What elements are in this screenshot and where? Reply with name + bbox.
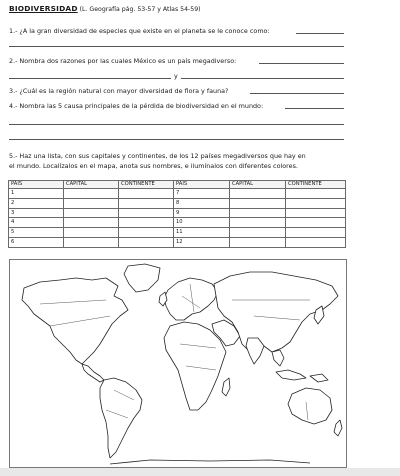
table-cell[interactable] — [286, 198, 346, 208]
row-number: 6 — [9, 238, 64, 248]
table-cell[interactable] — [119, 228, 174, 238]
india-outline — [246, 338, 264, 364]
answer-line[interactable] — [9, 124, 344, 125]
row-number: 3 — [9, 208, 64, 218]
greenland-outline — [124, 264, 160, 292]
table-cell[interactable] — [230, 198, 286, 208]
table-row — [9, 218, 346, 228]
table-cell[interactable] — [64, 218, 119, 228]
table-cell[interactable] — [64, 208, 119, 218]
row-number: 10 — [174, 218, 230, 228]
table-row — [9, 228, 346, 238]
answer-line[interactable] — [285, 108, 344, 109]
table-cell[interactable] — [64, 198, 119, 208]
connector-text: y — [174, 72, 178, 80]
table-row — [9, 198, 346, 208]
australia-outline — [288, 388, 332, 424]
answer-line[interactable] — [250, 93, 344, 94]
south-america-outline — [100, 378, 142, 458]
table-cell[interactable] — [286, 228, 346, 238]
answer-line[interactable] — [9, 139, 344, 140]
new-zealand-outline — [334, 420, 342, 436]
row-number: 11 — [174, 228, 230, 238]
header-capital: CAPITAL — [64, 181, 119, 189]
table-cell[interactable] — [230, 228, 286, 238]
north-america-outline — [22, 278, 128, 364]
table-cell[interactable] — [119, 238, 174, 248]
row-number: 2 — [9, 198, 64, 208]
table-cell[interactable] — [119, 198, 174, 208]
row-number: 1 — [9, 189, 64, 199]
table-header-row — [9, 181, 346, 189]
table-cell[interactable] — [64, 189, 119, 199]
southeast-asia-outline — [272, 350, 284, 366]
new-guinea-outline — [310, 374, 328, 382]
row-number: 7 — [174, 189, 230, 199]
table-cell[interactable] — [230, 218, 286, 228]
world-map-outline[interactable] — [10, 260, 346, 467]
answer-line[interactable] — [181, 78, 344, 79]
table-row — [9, 208, 346, 218]
row-number: 5 — [9, 228, 64, 238]
header-continente-2: CONTINENTE — [286, 181, 346, 189]
indonesia-outline — [276, 370, 306, 380]
header-pais-2: PAIS — [174, 181, 230, 189]
title-reference: (L. Geografía pág. 53-57 y Atlas 54-59) — [79, 6, 201, 13]
table-row — [9, 189, 346, 199]
table-cell[interactable] — [64, 228, 119, 238]
worksheet-title — [9, 4, 201, 13]
countries-table — [8, 180, 346, 248]
table-cell[interactable] — [286, 189, 346, 199]
table-cell[interactable] — [286, 238, 346, 248]
scan-bottom-edge — [0, 468, 400, 476]
table-cell[interactable] — [119, 218, 174, 228]
answer-line[interactable] — [259, 63, 344, 64]
header-pais: PAIS — [9, 181, 64, 189]
europe-outline — [164, 278, 218, 320]
row-number: 4 — [9, 218, 64, 228]
answer-line[interactable] — [296, 33, 344, 34]
row-number: 8 — [174, 198, 230, 208]
world-map-frame — [9, 259, 347, 468]
header-continente: CONTINENTE — [119, 181, 174, 189]
antarctica-outline — [110, 460, 310, 464]
answer-line[interactable] — [9, 78, 171, 79]
table-cell[interactable] — [64, 238, 119, 248]
central-america-outline — [82, 364, 104, 382]
table-cell[interactable] — [230, 208, 286, 218]
row-number: 12 — [174, 238, 230, 248]
question-3: 3.- ¿Cuál es la región natural con mayor diversidad de flora y fauna? — [9, 87, 229, 95]
madagascar-outline — [222, 378, 230, 396]
question-5-line-2: el mundo. Localízalos en el mapa, anota sus nombres, e ilumínalos con diferentes colores. — [9, 162, 298, 170]
table-cell[interactable] — [230, 238, 286, 248]
title-text: BIODIVERSIDAD — [9, 4, 78, 13]
table-cell[interactable] — [286, 218, 346, 228]
table-cell[interactable] — [119, 189, 174, 199]
table-row — [9, 238, 346, 248]
question-4: 4.- Nombra las 5 causa principales de la pérdida de biodiversidad en el mundo: — [9, 102, 264, 110]
header-capital-2: CAPITAL — [230, 181, 286, 189]
question-1: 1.- ¿A la gran diversidad de especies que existe en el planeta se le conoce como: — [9, 27, 270, 35]
question-2: 2.- Nombra dos razones por las cuales México es un país megadiverso: — [9, 57, 237, 65]
answer-line[interactable] — [9, 46, 344, 47]
table-cell[interactable] — [119, 208, 174, 218]
table-cell[interactable] — [286, 208, 346, 218]
question-5-line-1: 5.- Haz una lista, con sus capitales y continentes, de los 12 países megadiversos que hay en — [9, 152, 306, 160]
row-number: 9 — [174, 208, 230, 218]
table-cell[interactable] — [230, 189, 286, 199]
